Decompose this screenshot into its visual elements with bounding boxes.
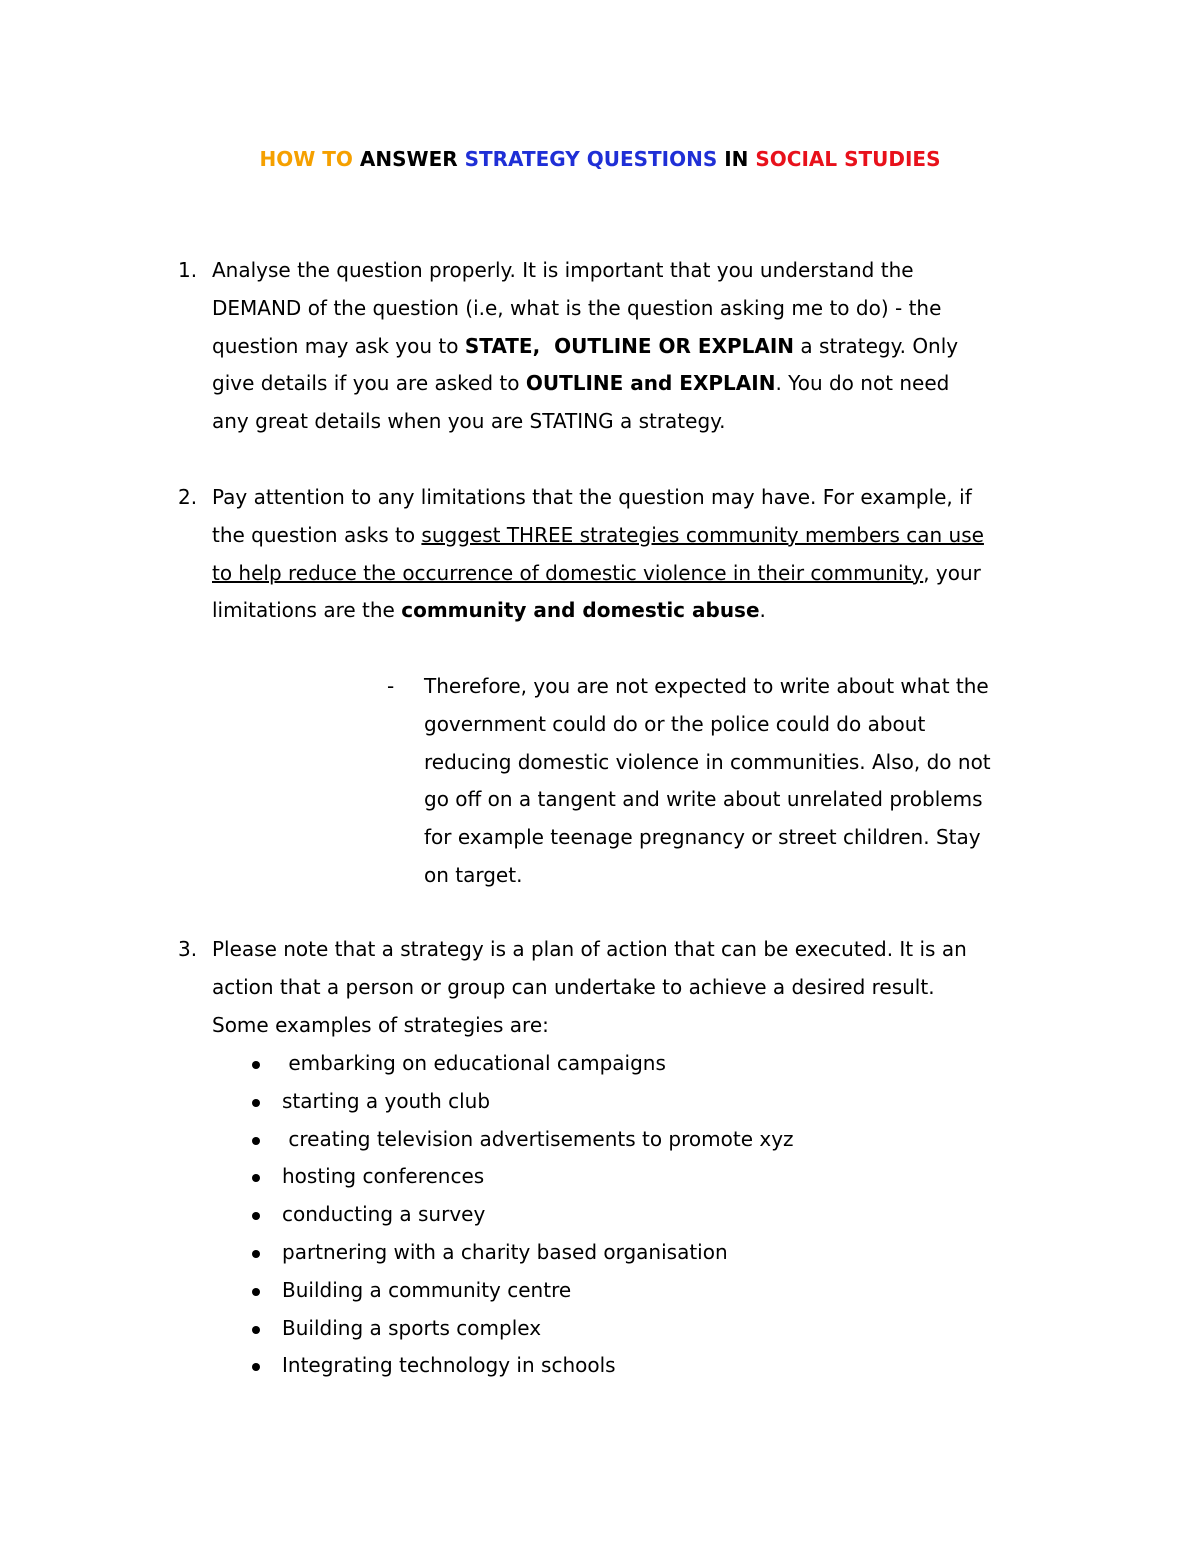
list-item-text: starting a youth club <box>282 1088 491 1113</box>
dash-body <box>424 668 1124 895</box>
title-part-in: IN <box>717 147 756 171</box>
list-item-text: embarking on educational campaigns <box>282 1051 666 1075</box>
title-part-how-to: HOW TO <box>259 147 353 171</box>
item2-line-2 <box>212 517 1072 555</box>
list-item <box>248 1121 794 1159</box>
list-item-text: Building a sports complex <box>282 1315 542 1340</box>
bullet-icon <box>252 1174 260 1182</box>
list-item-text: conducting a survey <box>282 1202 486 1227</box>
list-item <box>248 1310 794 1348</box>
emphasis-text: OUTLINE and EXPLAIN <box>525 371 776 396</box>
bullet-icon <box>252 1326 260 1334</box>
list-item <box>248 1083 794 1121</box>
item2-line-4 <box>212 592 1072 630</box>
bullet-icon <box>252 1212 260 1220</box>
dash-line-5: for example teenage pregnancy or street children. Stay <box>424 825 981 850</box>
bullet-icon <box>252 1288 260 1296</box>
bullet-icon <box>252 1250 260 1258</box>
list-item <box>248 1272 794 1310</box>
bullet-icon <box>252 1061 260 1069</box>
item1-line-3 <box>212 328 1072 366</box>
text-run: . You do not need <box>775 371 950 396</box>
list-item <box>248 1158 794 1196</box>
item-body <box>212 931 1072 1044</box>
dash-line-2: government could do or the police could do about <box>424 711 926 736</box>
text-run: give details if you are asked to <box>212 371 526 396</box>
list-item-text: partnering with a charity based organisation <box>282 1239 728 1264</box>
item-number: 3. <box>178 937 198 961</box>
text-run: the question asks to <box>212 522 422 547</box>
underlined-text: suggest THREE strategies community members can use <box>421 522 984 547</box>
emphasis-text: STATE, OUTLINE OR EXPLAIN <box>464 333 795 358</box>
item1-line-4 <box>212 365 1072 403</box>
emphasis-text: community and domestic abuse <box>401 598 760 623</box>
item-body <box>212 479 1072 630</box>
text-run: question may ask you to <box>212 333 465 358</box>
dash-marker: - <box>387 674 395 698</box>
item2-line-3 <box>212 555 1072 593</box>
item3-line-3: Some examples of strategies are: <box>212 1012 549 1037</box>
dash-line-3: reducing domestic violence in communities. Also, do not <box>424 749 991 774</box>
list-item-text: creating television advertisements to promote xyz <box>282 1126 794 1151</box>
item1-line-1: Analyse the question properly. It is important that you understand the <box>212 258 914 282</box>
title-part-strategy-questions: STRATEGY QUESTIONS <box>464 147 718 171</box>
item1-line-5: any great details when you are STATING a strategy. <box>212 409 726 434</box>
text-run: limitations are the <box>212 598 402 623</box>
list-item <box>248 1045 794 1083</box>
list-item-text: hosting conferences <box>282 1164 485 1189</box>
underlined-text: to help reduce the occurrence of domestic violence in their community <box>212 560 924 585</box>
item2-line-1: Pay attention to any limitations that the question may have. For example, if <box>212 485 972 509</box>
bullet-icon <box>252 1137 260 1145</box>
text-run: a strategy. Only <box>794 333 959 358</box>
item-body <box>212 252 1072 441</box>
list-item-text: Integrating technology in schools <box>282 1353 616 1378</box>
title-part-answer: ANSWER <box>352 147 465 171</box>
dash-line-1: Therefore, you are not expected to write about what the <box>424 674 989 698</box>
bullet-icon <box>252 1099 260 1107</box>
text-run: . <box>759 598 766 623</box>
dash-line-6: on target. <box>424 862 523 887</box>
item3-line-1: Please note that a strategy is a plan of action that can be executed. It is an <box>212 937 967 961</box>
item3-line-2: action that a person or group can undertake to achieve a desired result. <box>212 974 935 999</box>
item-number: 2. <box>178 485 198 509</box>
list-item <box>248 1234 794 1272</box>
item-number: 1. <box>178 258 198 282</box>
item1-line-2: DEMAND of the question (i.e, what is the question asking me to do) - the <box>212 295 942 320</box>
list-item <box>248 1347 794 1385</box>
bullet-icon <box>252 1363 260 1371</box>
dash-line-4: go off on a tangent and write about unrelated problems <box>424 787 983 812</box>
text-run: , your <box>923 560 981 585</box>
strategy-list <box>248 1045 794 1385</box>
page-title <box>0 144 1200 174</box>
list-item <box>248 1196 794 1234</box>
list-item-text: Building a community centre <box>282 1277 572 1302</box>
title-part-social-studies: SOCIAL STUDIES <box>755 147 941 171</box>
